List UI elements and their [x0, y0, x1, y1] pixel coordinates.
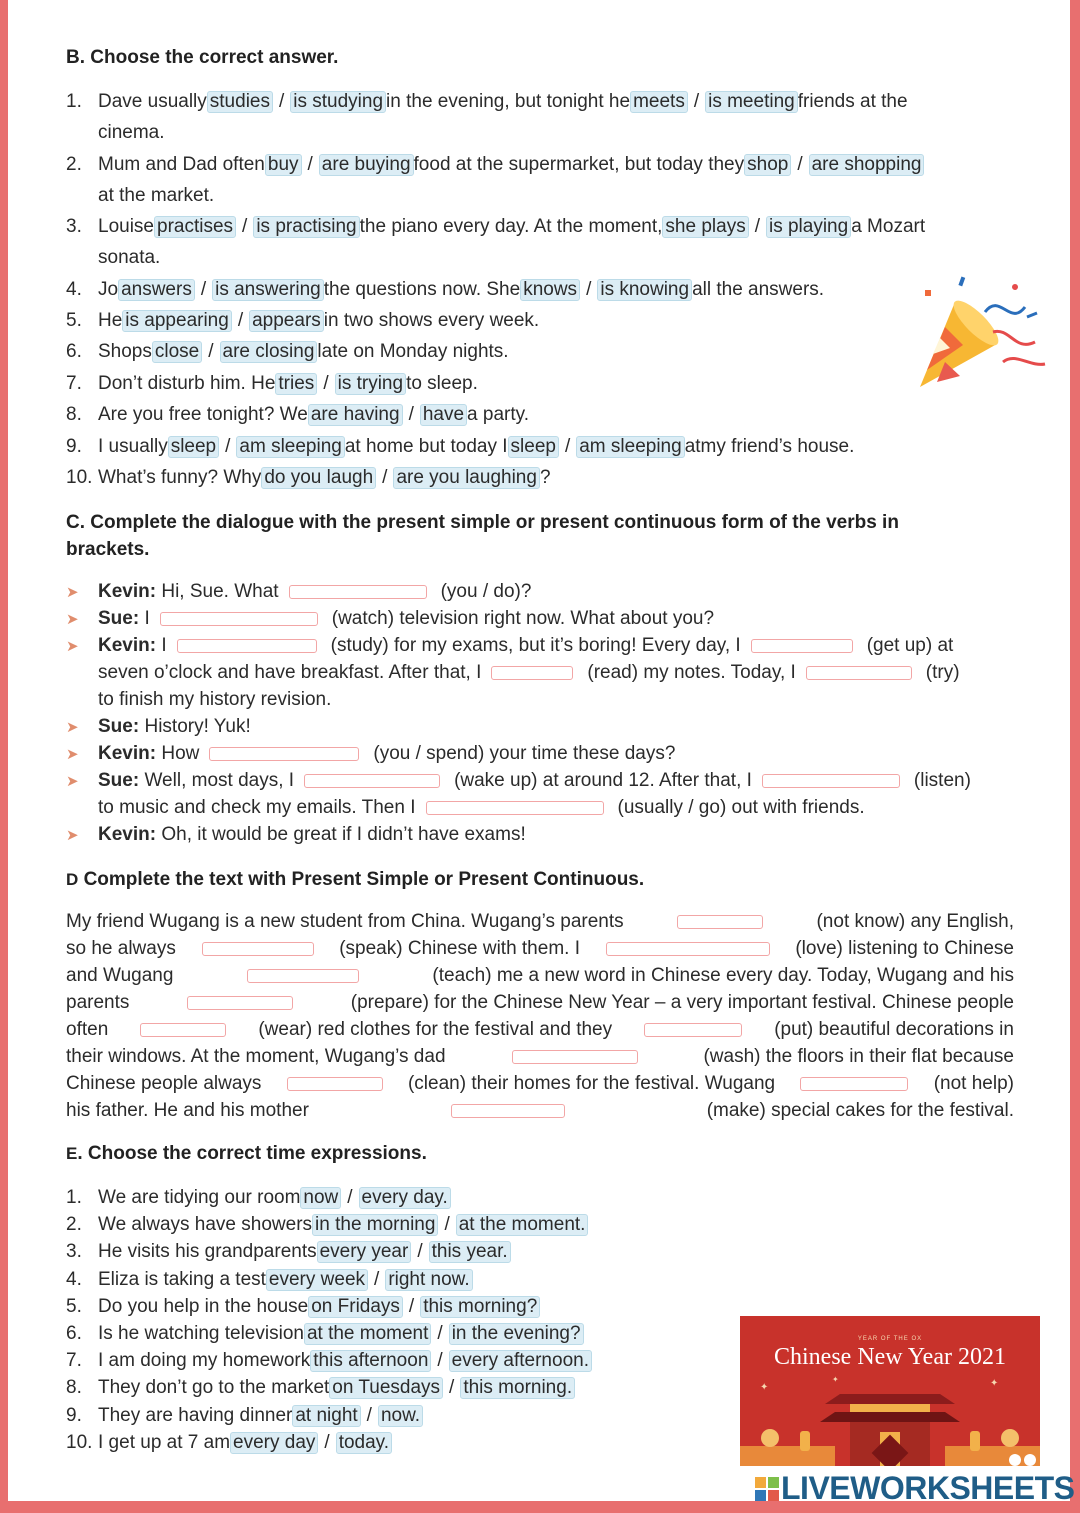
svg-text:✦: ✦ [990, 1378, 999, 1389]
dialogue-arrow-icon: ➤ [66, 611, 79, 628]
question-line [98, 1268, 473, 1292]
paragraph-text: Chinese people always [66, 1073, 262, 1094]
answer-blank[interactable] [512, 1050, 638, 1064]
question-text: They are having dinner [98, 1404, 293, 1426]
speaker-name: Sue: [98, 770, 140, 791]
question-line [98, 466, 551, 490]
logo-text: LIVEWORKSHEETS [781, 1470, 1075, 1506]
option-separator: / [366, 1404, 372, 1426]
dialogue-line [98, 823, 526, 847]
answer-blank[interactable] [426, 801, 604, 815]
dialogue-text: (wake up) at around 12. After that, I [454, 770, 752, 791]
answer-option[interactable]: every year [317, 1241, 412, 1263]
paragraph-line [66, 1018, 1014, 1042]
question-text: Don’t disturb him. He [98, 373, 276, 394]
question-number: 1. [66, 1187, 82, 1208]
question-text: Do you help in the house [98, 1295, 309, 1317]
answer-option[interactable]: meets [630, 91, 688, 113]
option-separator: / [208, 341, 214, 362]
question-number: 8. [66, 1377, 82, 1399]
dialogue-arrow-icon: ➤ [66, 638, 79, 655]
option-separator: / [408, 1295, 415, 1317]
section-e-heading: . Choose the correct time expressions. [77, 1143, 427, 1164]
question-text: ? [539, 467, 551, 488]
question-text: They don’t go to the market [98, 1377, 330, 1399]
answer-option[interactable]: have [420, 404, 467, 426]
answer-option[interactable]: on Fridays [308, 1296, 403, 1318]
dialogue-text: seven o’clock and have breakfast. After that, I [98, 662, 482, 683]
answer-option[interactable]: at night [292, 1405, 360, 1427]
section-c-title-line1: C. Complete the dialogue with the present simple or present continuous form of the verbs in [66, 512, 899, 533]
question-number: 6. [66, 1323, 82, 1344]
paragraph-line [66, 1099, 1014, 1123]
dialogue-text: (you / spend) your time these days? [373, 743, 676, 764]
answer-blank[interactable] [247, 969, 359, 983]
paragraph-text: (not help) [933, 1073, 1014, 1094]
answer-option[interactable]: appears [249, 310, 324, 332]
question-line [98, 1295, 540, 1319]
liveworksheets-logo [755, 1470, 1074, 1507]
question-number: 3. [66, 1241, 82, 1263]
dialogue-text: (watch) television right now. What about you? [331, 608, 715, 629]
paragraph-text: their windows. At the moment, Wugang’s dad [66, 1046, 446, 1067]
dialogue-line [98, 661, 960, 685]
answer-option[interactable]: studies [207, 91, 273, 113]
dialogue-text: to music and check my emails. Then I [98, 797, 416, 818]
dialogue-arrow-icon: ➤ [66, 827, 79, 844]
question-number: 2. [66, 1214, 82, 1236]
option-separator: / [374, 1268, 380, 1290]
paragraph-text: parents [66, 992, 130, 1013]
answer-blank[interactable] [160, 612, 318, 626]
answer-blank[interactable] [289, 585, 427, 599]
liveworksheets-mark-icon [755, 1477, 779, 1501]
option-separator: / [754, 216, 760, 237]
section-d-title [66, 869, 644, 891]
paragraph-text: (wear) red clothes for the festival and they [258, 1019, 613, 1040]
question-line [98, 1404, 423, 1428]
paragraph-text: often [66, 1019, 109, 1040]
answer-option[interactable]: in the morning [312, 1214, 438, 1236]
speaker-name: Kevin: [98, 635, 157, 656]
dialogue-line [98, 688, 331, 712]
chinese-new-year-poster [740, 1316, 1040, 1466]
answer-option[interactable]: every day [230, 1432, 318, 1454]
dialogue-text: (you / do)? [440, 581, 532, 602]
question-number: 5. [66, 310, 82, 331]
answer-option[interactable]: now [300, 1187, 341, 1209]
paragraph-line [66, 937, 1014, 961]
question-number: 7. [66, 1350, 82, 1372]
answer-option[interactable]: this year. [429, 1241, 511, 1263]
answer-option[interactable]: is appearing [122, 310, 232, 332]
question-line [98, 435, 854, 459]
question-text: Mum and Dad often [98, 154, 265, 175]
question-text: Is he watching television [98, 1323, 304, 1344]
svg-text:✦: ✦ [832, 1376, 839, 1384]
option-separator: / [200, 279, 207, 300]
question-number: 4. [66, 279, 82, 300]
question-text: at home but today I [344, 436, 508, 457]
question-number: 7. [66, 373, 82, 394]
question-number: 2. [66, 154, 82, 175]
paragraph-line [66, 991, 1014, 1015]
question-text: I usually [98, 436, 168, 457]
answer-option[interactable]: are buying [319, 154, 414, 176]
speaker-name: Sue: [98, 716, 140, 737]
answer-option[interactable]: right now. [385, 1269, 472, 1291]
answer-option[interactable]: now. [378, 1405, 423, 1427]
question-line [98, 90, 908, 114]
option-separator: / [444, 1214, 450, 1236]
speaker-name: Kevin: [98, 824, 157, 845]
question-text: the piano every day. At the moment, [359, 216, 663, 237]
question-number: 6. [66, 341, 82, 362]
answer-option[interactable]: buy [265, 154, 302, 176]
option-separator: / [323, 373, 329, 394]
option-separator: / [278, 91, 285, 112]
paragraph-text: (clean) their homes for the festival. Wugang [407, 1073, 776, 1094]
section-d-heading: Complete the text with Present Simple or Present Continuous. [83, 869, 645, 890]
option-separator: / [437, 1323, 443, 1344]
paragraph-line [66, 1045, 1014, 1069]
question-text: What’s funny? Why [98, 467, 262, 488]
speaker-name: Kevin: [98, 743, 157, 764]
option-separator: / [564, 436, 571, 457]
dialogue-line [98, 634, 953, 658]
temple-illustration-icon [740, 1376, 1040, 1466]
option-separator: / [586, 279, 592, 300]
answer-option[interactable]: every afternoon. [449, 1350, 592, 1372]
paragraph-text: (speak) Chinese with them. I [339, 938, 580, 959]
question-text-continued: cinema. [98, 122, 165, 143]
answer-option[interactable]: practises [154, 216, 236, 238]
answer-option[interactable]: do you laugh [261, 467, 376, 489]
question-number: 1. [66, 91, 82, 112]
question-number: 9. [66, 436, 82, 457]
option-separator: / [408, 404, 414, 425]
dialogue-text: (usually / go) out with friends. [617, 797, 865, 818]
dialogue-text: I [161, 635, 167, 656]
paragraph-text: My friend Wugang is a new student from China. Wugang’s parents [66, 911, 624, 932]
answer-blank[interactable] [187, 996, 293, 1010]
question-text: I get up at 7 am [98, 1431, 231, 1453]
answer-option[interactable]: this morning. [460, 1377, 575, 1399]
question-text: Eliza is taking a test [98, 1268, 266, 1290]
answer-blank[interactable] [762, 774, 900, 788]
answer-option[interactable]: this afternoon [310, 1350, 431, 1372]
paragraph-text: (prepare) for the Chinese New Year – a very important festival. Chinese people [350, 992, 1014, 1013]
paragraph-text: and Wugang [66, 965, 174, 986]
answer-blank[interactable] [202, 942, 314, 956]
answer-option[interactable]: knows [520, 279, 580, 301]
option-separator: / [237, 310, 244, 331]
dialogue-text: History! Yuk! [144, 716, 251, 737]
answer-option[interactable]: every day. [359, 1187, 451, 1209]
section-e-title [66, 1143, 427, 1165]
dialogue-line [98, 769, 971, 793]
question-text: We are tidying our room [98, 1187, 301, 1208]
answer-option[interactable]: close [152, 341, 202, 363]
paragraph-text: his father. He and his mother [66, 1100, 309, 1121]
answer-option[interactable]: sleep [508, 436, 559, 458]
paragraph-text: (wash) the floors in their flat because [703, 1046, 1014, 1067]
question-line [98, 1240, 511, 1264]
answer-blank[interactable] [304, 774, 440, 788]
party-popper-icon [915, 272, 1050, 402]
answer-option[interactable]: answers [118, 279, 195, 301]
answer-option[interactable]: is meeting [705, 91, 798, 113]
answer-option[interactable]: today. [336, 1432, 392, 1454]
paragraph-text: (not know) any English, [816, 911, 1014, 932]
answer-option[interactable]: in the evening? [449, 1323, 584, 1345]
question-number: 3. [66, 216, 82, 237]
dialogue-arrow-icon: ➤ [66, 773, 79, 790]
question-text: a party. [467, 404, 530, 425]
question-line [98, 278, 824, 302]
answer-blank[interactable] [287, 1077, 383, 1091]
question-number: 5. [66, 1295, 82, 1317]
option-separator: / [307, 154, 313, 175]
answer-option[interactable]: at the moment. [456, 1214, 589, 1236]
question-text: Louise [98, 216, 154, 237]
answer-blank[interactable] [177, 639, 317, 653]
option-separator: / [693, 91, 700, 112]
dialogue-line [98, 715, 251, 739]
answer-option[interactable]: is answering [212, 279, 324, 301]
paragraph-text: (love) listening to Chinese [795, 938, 1014, 959]
question-text: food at the supermarket, but today they [413, 154, 745, 175]
question-text: all the answers. [692, 279, 825, 300]
dialogue-text: (try) [925, 662, 960, 683]
paragraph-line [66, 964, 1014, 988]
option-separator: / [382, 467, 388, 488]
question-number: 8. [66, 404, 82, 425]
option-separator: / [437, 1350, 443, 1372]
answer-option[interactable]: shop [744, 154, 791, 176]
answer-blank[interactable] [751, 639, 853, 653]
section-c-title-line2: brackets. [66, 539, 150, 560]
question-text: He visits his grandparents [98, 1241, 317, 1263]
section-b-title: B. Choose the correct answer. [66, 47, 339, 68]
paragraph-line [66, 910, 1014, 934]
poster-title: Chinese New Year 2021 [774, 1344, 1006, 1370]
answer-blank[interactable] [209, 747, 359, 761]
question-line [98, 1431, 392, 1455]
answer-option[interactable]: on Tuesdays [329, 1377, 443, 1399]
speaker-name: Kevin: [98, 581, 157, 602]
question-text-continued: at the market. [98, 185, 215, 206]
poster-year-line: YEAR OF THE OX [857, 1336, 923, 1342]
question-line [98, 215, 925, 239]
question-number: 9. [66, 1404, 82, 1426]
question-line [98, 1376, 575, 1400]
answer-blank[interactable] [606, 942, 770, 956]
question-text: in two shows every week. [323, 310, 540, 331]
question-text: the questions now. She [323, 279, 521, 300]
question-text: to sleep. [406, 373, 478, 394]
dialogue-text: (read) my notes. Today, I [587, 662, 796, 683]
answer-option[interactable]: are shopping [809, 154, 925, 176]
question-text: He [98, 310, 123, 331]
answer-option[interactable]: is knowing [597, 279, 692, 301]
answer-option[interactable]: is playing [766, 216, 851, 238]
question-text: Jo [98, 279, 119, 300]
svg-text:✦: ✦ [760, 1382, 769, 1393]
question-text: late on Monday nights. [317, 341, 509, 362]
dialogue-text: How [161, 743, 200, 764]
answer-option[interactable]: am sleeping [576, 436, 684, 458]
question-text: in the evening, but tonight he [386, 91, 631, 112]
dialogue-text: Hi, Sue. What [161, 581, 279, 602]
question-text: I am doing my homework [98, 1350, 311, 1372]
dialogue-text: (get up) at [866, 635, 954, 656]
question-line [98, 372, 478, 396]
question-number: 10. [66, 467, 93, 488]
question-text: Are you free tonight? We [98, 404, 308, 425]
answer-option[interactable]: this morning? [420, 1296, 540, 1318]
option-separator: / [347, 1187, 353, 1208]
question-line [98, 340, 509, 364]
answer-option[interactable]: tries [275, 373, 317, 395]
question-text-continued: sonata. [98, 247, 161, 268]
option-separator: / [242, 216, 248, 237]
paragraph-text: (make) special cakes for the festival. [706, 1100, 1014, 1121]
question-line [98, 403, 529, 427]
question-line [98, 1322, 584, 1346]
answer-blank[interactable] [677, 915, 763, 929]
dialogue-text: (study) for my exams, but it’s boring! Every day, I [330, 635, 741, 656]
answer-option[interactable]: is trying [335, 373, 406, 395]
question-line [98, 1349, 592, 1373]
paragraph-text: (put) beautiful decorations in [774, 1019, 1014, 1040]
question-line [98, 1213, 588, 1237]
dialogue-text: (listen) [913, 770, 971, 791]
answer-option[interactable]: is studying [290, 91, 386, 113]
answer-blank[interactable] [800, 1077, 908, 1091]
dialogue-text: I [144, 608, 150, 629]
section-e-letter: E [66, 1144, 78, 1163]
question-text: Shops [98, 341, 152, 362]
question-text: friends at the [797, 91, 908, 112]
answer-option[interactable]: am sleeping [236, 436, 344, 458]
question-text: We always have showers [98, 1214, 313, 1236]
answer-blank[interactable] [491, 666, 573, 680]
answer-blank[interactable] [644, 1023, 742, 1037]
dialogue-text: Well, most days, I [144, 770, 295, 791]
paragraph-text: (teach) me a new word in Chinese every day. Today, Wugang and his [432, 965, 1014, 986]
answer-blank[interactable] [806, 666, 912, 680]
answer-option[interactable]: sleep [168, 436, 219, 458]
question-number: 10. [66, 1431, 93, 1453]
dialogue-line [98, 796, 865, 820]
section-d-letter: D [66, 870, 79, 889]
answer-option[interactable]: is practising [253, 216, 359, 238]
dialogue-text: to finish my history revision. [98, 689, 332, 710]
question-line [98, 309, 539, 333]
answer-option[interactable]: every week [266, 1269, 368, 1291]
option-separator: / [449, 1377, 455, 1399]
dialogue-text: Oh, it would be great if I didn’t have exams! [161, 824, 526, 845]
paragraph-line [66, 1072, 1014, 1096]
dialogue-line [98, 607, 714, 631]
option-separator: / [417, 1241, 423, 1263]
option-separator: / [225, 436, 231, 457]
dialogue-line [98, 580, 531, 604]
dialogue-arrow-icon: ➤ [66, 719, 79, 736]
question-text: Dave usually [98, 91, 207, 112]
dialogue-line [98, 742, 675, 766]
option-separator: / [797, 154, 803, 175]
question-line [98, 153, 924, 177]
dialogue-arrow-icon: ➤ [66, 584, 79, 601]
option-separator: / [324, 1431, 330, 1453]
answer-blank[interactable] [140, 1023, 226, 1037]
question-text: a Mozart [851, 216, 926, 237]
answer-blank[interactable] [451, 1104, 565, 1118]
dialogue-arrow-icon: ➤ [66, 746, 79, 763]
answer-option[interactable]: are having [308, 404, 403, 426]
answer-option[interactable]: are closing [220, 341, 318, 363]
speaker-name: Sue: [98, 608, 140, 629]
paragraph-text: so he always [66, 938, 176, 959]
answer-option[interactable]: at the moment [304, 1323, 431, 1345]
answer-option[interactable]: she plays [662, 216, 748, 238]
question-text: atmy friend’s house. [684, 436, 855, 457]
answer-option[interactable]: are you laughing [393, 467, 540, 489]
question-line [98, 1186, 451, 1210]
question-number: 4. [66, 1268, 82, 1290]
